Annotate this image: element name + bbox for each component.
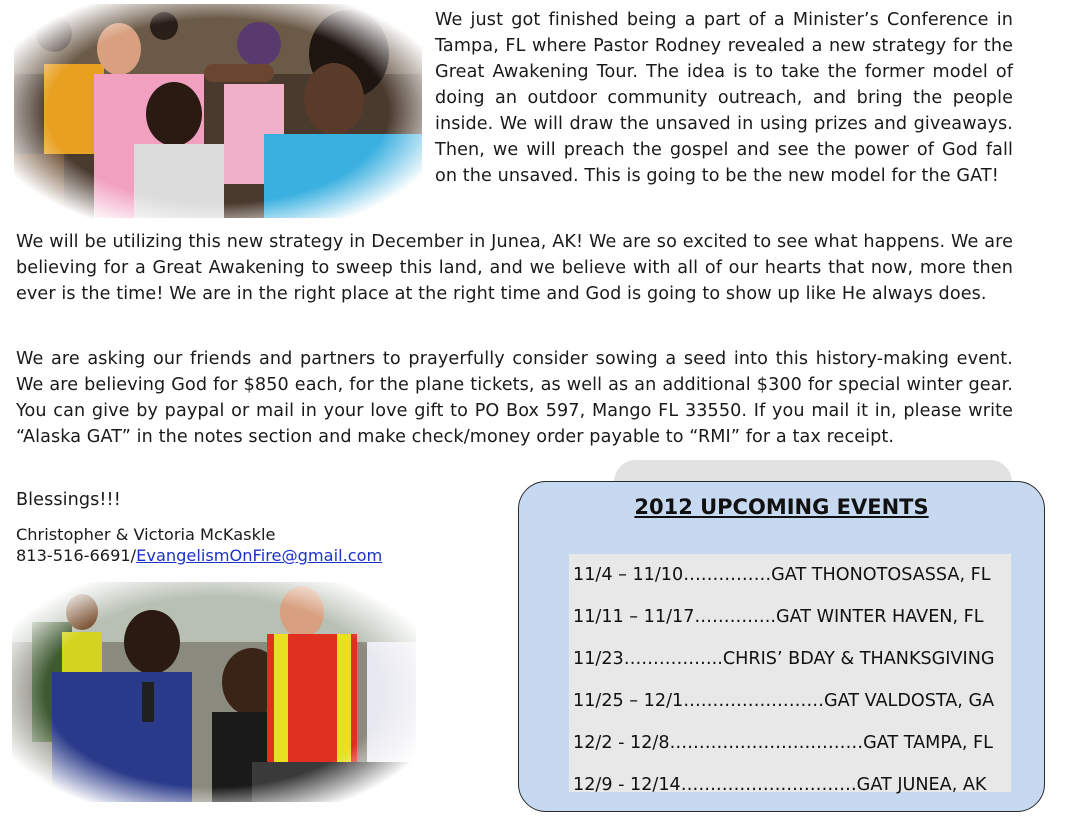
strategy-paragraph: We will be utilizing this new strategy in December in Junea, AK! We are so excited to see what happens. We are believing for a Great Awakening to sweep this land, and we believe with all of our hearts that now, more then ever is the time! We are in the right place at the right time and God is going to show up like He always does. [16,232,1013,304]
events-title: 2012 UPCOMING EVENTS [634,495,929,519]
event-item: 11/25 – 12/1……………………GAT VALDOSTA, GA [573,691,995,711]
prayer-photo-outreach [12,582,416,802]
email-link[interactable]: EvangelismOnFire@gmail.com [136,546,383,565]
event-item: 11/4 – 11/10……………GAT THONOTOSASSA, FL [573,565,991,585]
phone-number: 813-516-6691/ [16,546,137,565]
contact-line [16,545,436,566]
signature-block [16,524,436,566]
signature-names: Christopher & Victoria McKaskle [16,525,276,544]
prayer-photo-crowd [14,4,422,218]
intro-paragraph: We just got finished being a part of a Minister’s Conference in Tampa, FL where Pastor Rodney revealed a new strategy for the Great Awakening Tour. The idea is to take the former model of doing an outdoor community outreach, and bring the people inside. We will draw the unsaved in using prizes and giveaways. Then, we will preach the gospel and see the power of God fall on the unsaved. This is going to be the new model for the GAT! [435,10,1013,186]
closing-blessings: Blessings!!! [16,490,121,510]
event-item: 12/2 - 12/8……………………………GAT TAMPA, FL [573,733,993,753]
events-list [569,554,1011,795]
event-item: 12/9 - 12/14…………………………GAT JUNEA, AK [573,775,987,795]
event-item: 11/23……………..CHRIS’ BDAY & THANKSGIVING [573,649,995,669]
donation-paragraph: We are asking our friends and partners to prayerfully consider sowing a seed into this history-making event. We are believing God for $850 each, for the plane tickets, as well as an additional $300 for special winter gear. You can give by paypal or mail in your love gift to PO Box 597, Mango FL 33550. If you mail it in, please write “Alaska GAT” in the notes section and make check/money order payable to “RMI” for a tax receipt. [16,349,1013,447]
upcoming-events-panel [518,481,1045,812]
event-item: 11/11 – 11/17…………..GAT WINTER HAVEN, FL [573,607,984,627]
